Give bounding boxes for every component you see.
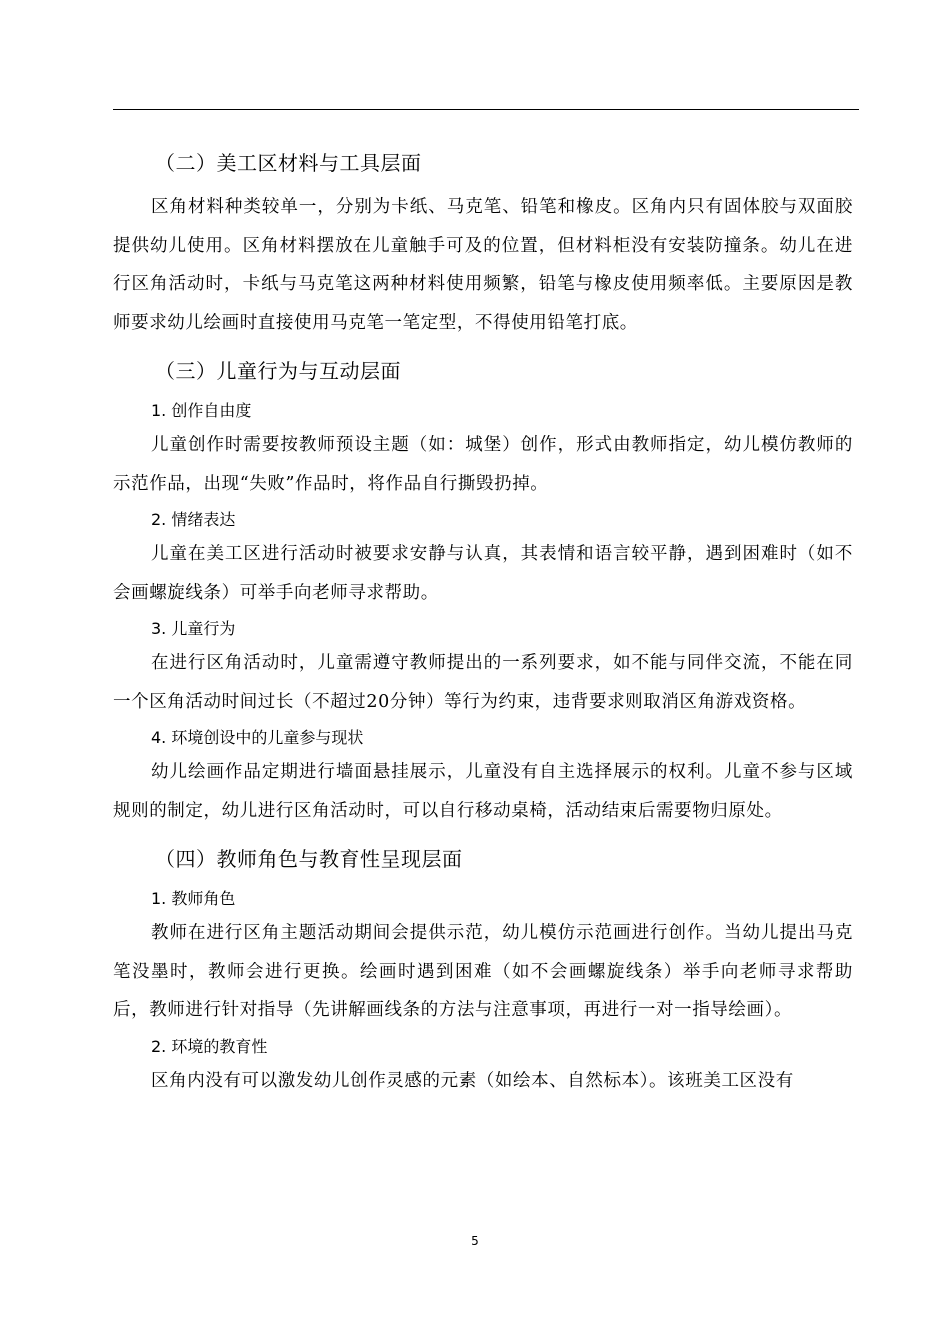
subheading-emotional-expression: 2. 情绪表达 [151, 510, 236, 529]
paragraph-child-behavior: 在进行区角活动时，儿童需遵守教师提出的一系列要求，如不能与同伴交流，不能在同一个区角活动时间过长（不超过20分钟）等行为约束，违背要求则取消区角游戏资格。 [113, 653, 853, 712]
paragraph-teacher-role: 教师在进行区角主题活动期间会提供示范，幼儿模仿示范画进行创作。当幼儿提出马克笔没墨时，教师会进行更换。绘画时遇到困难（如不会画螺旋线条）举手向老师寻求帮助后，教师进行针对指导（先讲解画线条的方法与注意事项，再进行一对一指导绘画）。 [113, 923, 853, 1020]
header-rule [113, 109, 859, 110]
paragraph-materials: 区角材料种类较单一，分别为卡纸、马克笔、铅笔和橡皮。区角内只有固体胶与双面胶提供幼儿使用。区角材料摆放在儿童触手可及的位置，但材料柜没有安装防撞条。幼儿在进行区角活动时，卡纸与马克笔这两种材料使用频繁，铅笔与橡皮使用频率低。主要原因是教师要求幼儿绘画时直接使用马克笔一笔定型，不得使用铅笔打底。 [113, 197, 853, 333]
document-body [113, 140, 853, 1100]
paragraph-creative-freedom: 儿童创作时需要按教师预设主题（如：城堡）创作，形式由教师指定，幼儿模仿教师的示范作品，出现“失败”作品时，将作品自行撕毁扔掉。 [113, 435, 853, 494]
section-heading-child-behavior: （三）儿童行为与互动层面 [155, 359, 401, 383]
paragraph-emotional-expression: 儿童在美工区进行活动时被要求安静与认真，其表情和语言较平静，遇到困难时（如不会画螺旋线条）可举手向老师寻求帮助。 [113, 544, 853, 603]
subheading-teacher-role: 1. 教师角色 [151, 889, 236, 908]
subheading-creative-freedom: 1. 创作自由度 [151, 401, 252, 420]
section-heading-materials: （二）美工区材料与工具层面 [155, 151, 422, 175]
subheading-child-behavior: 3. 儿童行为 [151, 619, 236, 638]
section-heading-teacher-role: （四）教师角色与教育性呈现层面 [155, 847, 463, 871]
subheading-environment-education: 2. 环境的教育性 [151, 1036, 268, 1056]
page-number: 5 [471, 1234, 479, 1248]
paragraph-environment-education: 区角内没有可以激发幼儿创作灵感的元素（如绘本、自然标本）。该班美工区没有 [151, 1070, 794, 1091]
paragraph-child-participation: 幼儿绘画作品定期进行墙面悬挂展示，儿童没有自主选择展示的权利。儿童不参与区域规则的制定，幼儿进行区角活动时，可以自行移动桌椅，活动结束后需要物归原处。 [113, 762, 853, 821]
subheading-child-participation: 4. 环境创设中的儿童参与现状 [151, 728, 364, 747]
